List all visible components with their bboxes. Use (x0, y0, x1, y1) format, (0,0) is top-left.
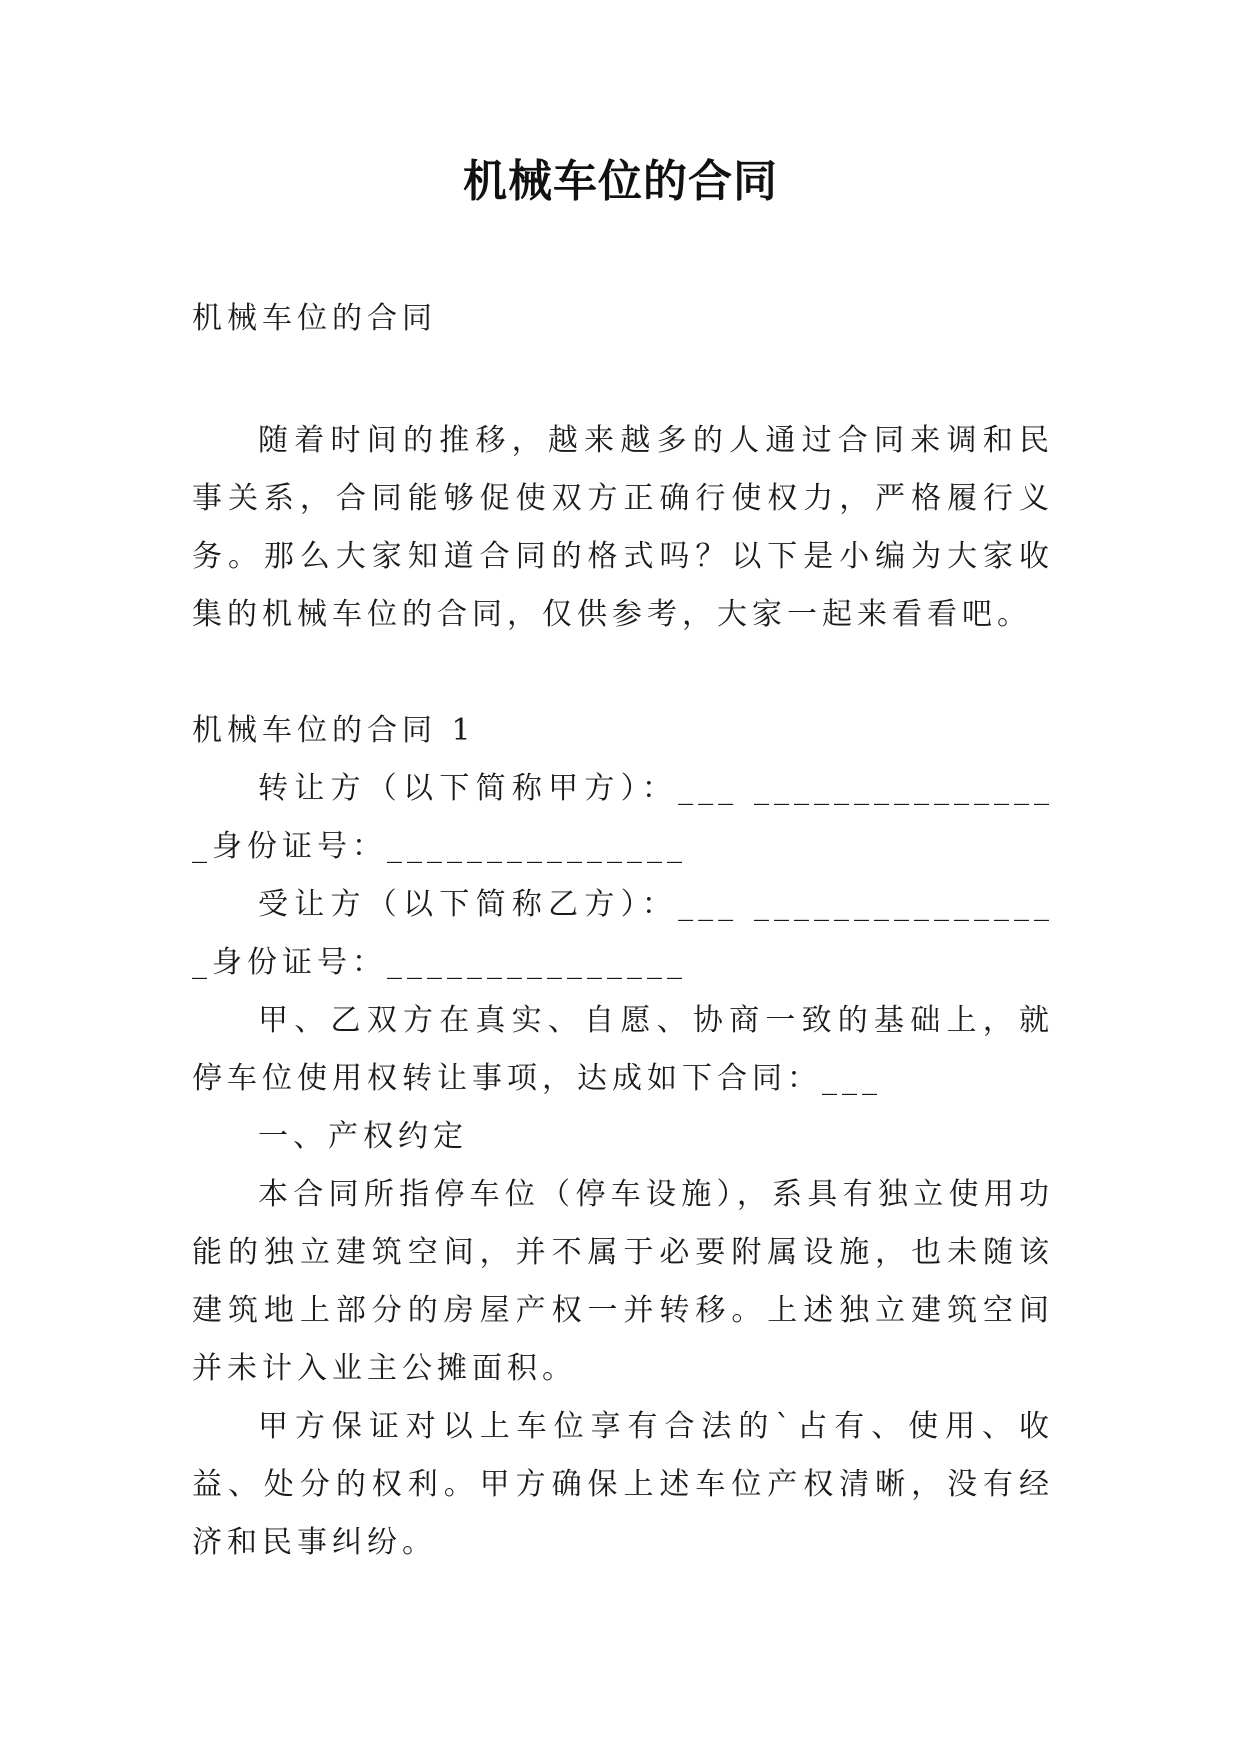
section-heading: 机械车位的合同 1 (192, 713, 476, 748)
document-subtitle: 机械车位的合同 (192, 301, 437, 336)
clause-heading: 一、产权约定 (258, 1119, 468, 1154)
party-a-line: 转让方（以下简称甲方）：___ ________________身份证号：_______________ (192, 771, 1054, 864)
document-title: 机械车位的合同 (463, 156, 778, 207)
clause-paragraph: 甲方保证对以上车位享有合法的`占有、使用、收益、处分的权利。甲方确保上述车位产权清晰，没有经济和民事纠纷。 (192, 1409, 1054, 1560)
party-b-line: 受让方（以下简称乙方）：___ ________________身份证号：_______________ (192, 887, 1054, 980)
agreement-intro-paragraph: 甲、乙双方在真实、自愿、协商一致的基础上，就停车位使用权转让事项，达成如下合同：___ (192, 1003, 1054, 1096)
intro-paragraph: 随着时间的推移，越来越多的人通过合同来调和民事关系，合同能够促使双方正确行使权力，严格履行义务。那么大家知道合同的格式吗？以下是小编为大家收集的机械车位的合同，仅供参考，大家一起来看看吧。 (192, 423, 1054, 632)
clause-paragraph: 本合同所指停车位（停车设施），系具有独立使用功能的独立建筑空间，并不属于必要附属设施，也未随该建筑地上部分的房屋产权一并转移。上述独立建筑空间并未计入业主公摊面积。 (192, 1177, 1054, 1386)
contract-body (192, 760, 1054, 1572)
